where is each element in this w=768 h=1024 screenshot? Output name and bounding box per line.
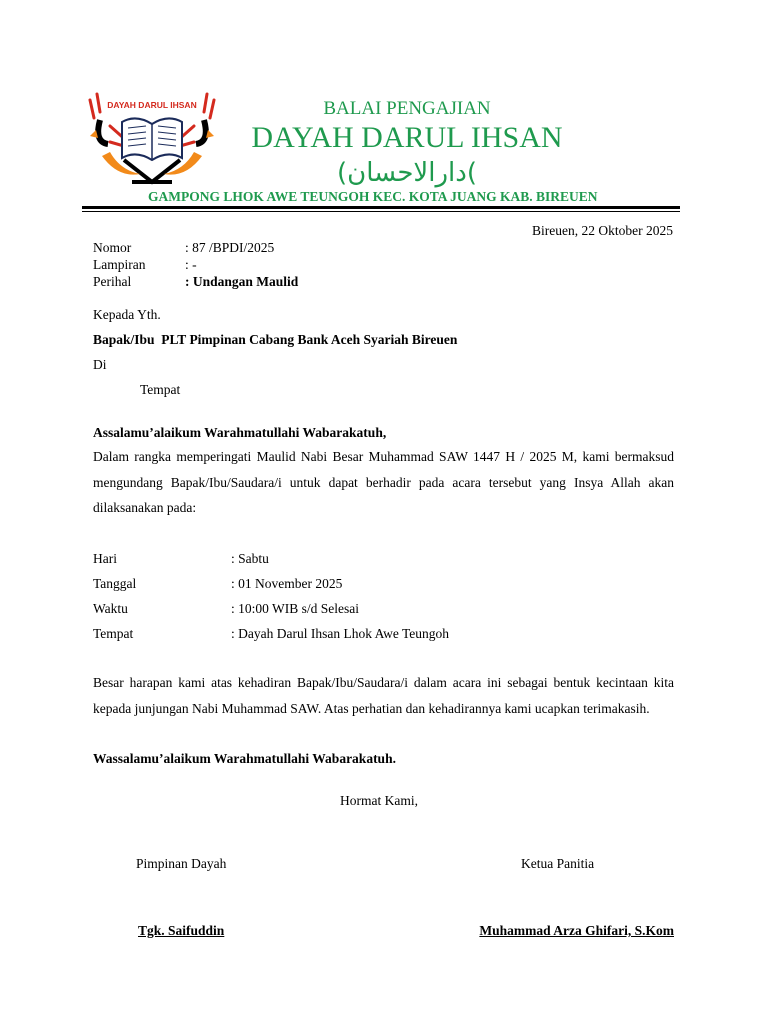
letter-date: Bireuen, 22 Oktober 2025: [532, 223, 673, 238]
header-line2: DAYAH DARUL IHSAN: [251, 121, 563, 154]
nomor-value: : 87 /BPDI/2025: [185, 240, 275, 255]
recipient-name: Bapak/Ibu PLT Pimpinan Cabang Bank Aceh Syariah Bireuen: [93, 332, 458, 347]
right-signatory-name: Muhammad Arza Ghifari, S.Kom: [479, 923, 674, 938]
hormat-kami: Hormat Kami,: [340, 793, 418, 808]
schedule-label: Hari: [93, 551, 117, 566]
schedule-value: : Dayah Darul Ihsan Lhok Awe Teungoh: [231, 626, 450, 641]
salam-pembuka: Assalamu’alaikum Warahmatullahi Wabarakatuh,: [93, 425, 387, 440]
closing-paragraph: Besar harapan kami atas kehadiran Bapak/Ibu/Saudara/i dalam acara ini sebagai bentuk kecintaan kita kepada junjungan Nabi Muhammad SAW. Atas perhatian dan kehadirannya kami ucapkan terimakasih.: [93, 675, 674, 716]
perihal-label: Perihal: [93, 274, 132, 289]
salam-penutup: Wassalamu’alaikum Warahmatullahi Wabarakatuh.: [93, 751, 396, 766]
left-signatory-name: Tgk. Saifuddin: [138, 923, 225, 938]
recipient-tempat: Tempat: [140, 382, 181, 397]
right-signatory-title: Ketua Panitia: [521, 856, 595, 871]
schedule-label: Tanggal: [93, 576, 137, 591]
recipient-greeting: Kepada Yth.: [93, 307, 161, 322]
schedule-value: : 10:00 WIB s/d Selesai: [231, 601, 359, 616]
header-rule-thin: [82, 211, 680, 212]
lampiran-label: Lampiran: [93, 257, 146, 272]
recipient-di: Di: [93, 357, 107, 372]
intro-paragraph: Dalam rangka memperingati Maulid Nabi Besar Muhammad SAW 1447 H / 2025 M, kami bermaksud mengundang Bapak/Ibu/Saudara/i untuk dapat berhadir pada acara tersebut yang Insya Allah akan dilaksanakan pada:: [93, 449, 674, 515]
left-signatory-title: Pimpinan Dayah: [136, 856, 227, 871]
header-arabic: (دارالاحسان(: [336, 158, 477, 188]
nomor-label: Nomor: [93, 240, 132, 255]
lampiran-value: : -: [185, 257, 197, 272]
schedule-value: : 01 November 2025: [231, 576, 343, 591]
svg-text:DAYAH DARUL IHSAN: DAYAH DARUL IHSAN: [107, 100, 197, 110]
schedule-label: Waktu: [93, 601, 128, 616]
schedule-value: : Sabtu: [231, 551, 269, 566]
schedule-label: Tempat: [93, 626, 134, 641]
header-address: GAMPONG LHOK AWE TEUNGOH KEC. KOTA JUANG KAB. BIREUEN: [148, 189, 598, 204]
perihal-value: : Undangan Maulid: [185, 274, 299, 289]
header-line1: BALAI PENGAJIAN: [323, 98, 491, 119]
header-rule: [82, 206, 680, 209]
